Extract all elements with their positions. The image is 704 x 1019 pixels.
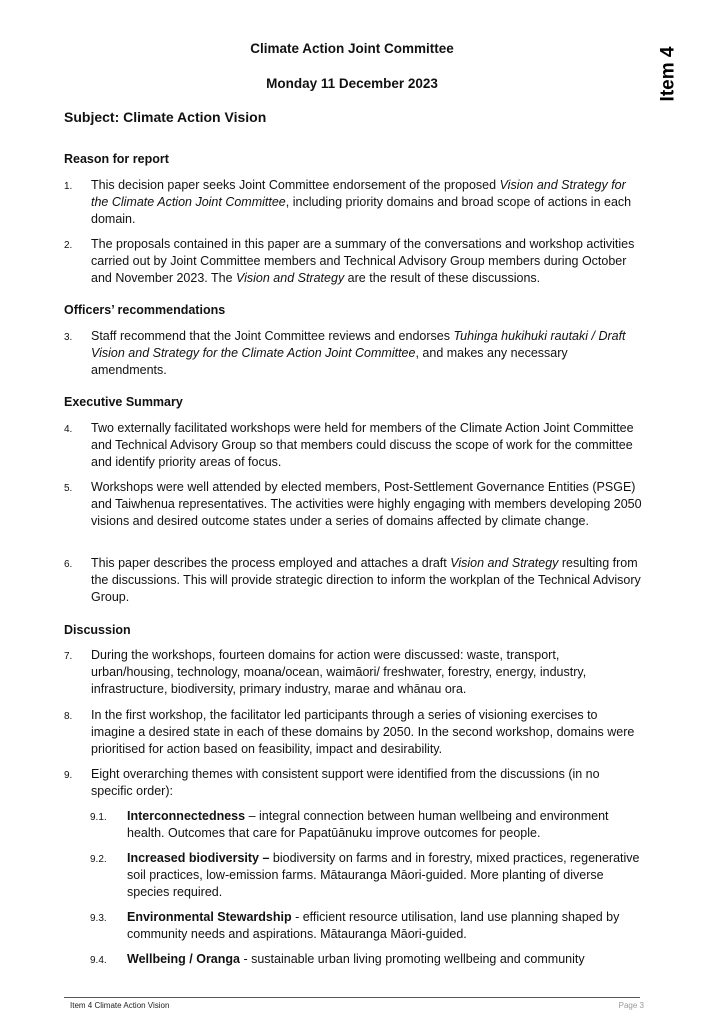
paragraph-text: Two externally facilitated workshops were held for members of the Climate Action Joint Committee and Technical Advisory Group so that members could discuss the scope of work for the committee and identify priority areas of focus.	[91, 421, 634, 469]
paragraph-text: Staff recommend that the Joint Committee reviews and endorses	[91, 329, 454, 343]
subitem-bold: Interconnectedness	[127, 809, 246, 823]
paragraph-3	[64, 328, 644, 379]
paragraph-number: 6.	[64, 559, 73, 570]
subitem-9-2	[90, 850, 646, 901]
paragraph-text: This paper describes the process employed and attaches a draft	[91, 556, 451, 570]
paragraph-italic: Tuhinga hukihuki rautaki / Draft Vision and Strategy for the Climate Action Joint Committee	[91, 329, 626, 360]
paragraph-4	[64, 420, 644, 471]
paragraph-2	[64, 236, 644, 287]
subitem-text: – integral connection between human wellbeing and environment health. Outcomes that care for Papatūānuku improve outcomes for people.	[127, 809, 609, 840]
paragraph-number: 9.	[64, 770, 73, 781]
paragraph-number: 1.	[64, 181, 73, 192]
section-recommendations: Officers’ recommendations	[64, 303, 226, 317]
footer-item-label: Item 4 Climate Action Vision	[70, 1001, 170, 1010]
paragraph-8	[64, 707, 644, 758]
paragraph-number: 5.	[64, 483, 73, 494]
footer-page-number: Page 3	[618, 1001, 644, 1010]
paragraph-text: The proposals contained in this paper are a summary of the conversations and workshop activities carried out by Joint Committee members and Technical Advisory Group members during October and November 2023. The	[91, 237, 635, 285]
subject-heading: Subject: Climate Action Vision	[64, 109, 267, 125]
subitem-text: - sustainable urban living promoting wellbeing and community	[239, 952, 585, 966]
section-reason: Reason for report	[64, 152, 169, 166]
paragraph-italic: Vision and Strategy for the Climate Action Joint Committee	[91, 178, 626, 209]
paragraph-text: During the workshops, fourteen domains for action were discussed: waste, transport, urban/housing, technology, moana/ocean, waimāori/ freshwater, forestry, energy, industry, infrastructure, biodiversity, primary industry, marae and whānau ora.	[91, 648, 587, 696]
subitem-bold: Wellbeing / Oranga	[127, 952, 240, 966]
paragraph-number: 8.	[64, 711, 73, 722]
paragraph-9	[64, 766, 644, 800]
subitem-9-1	[90, 808, 646, 842]
paragraph-7	[64, 647, 644, 698]
subitem-number: 9.1.	[90, 812, 107, 823]
paragraph-1	[64, 177, 644, 228]
subitem-number: 9.2.	[90, 854, 107, 865]
paragraph-number: 2.	[64, 240, 73, 251]
paragraph-text: In the first workshop, the facilitator led participants through a series of visioning exercises to imagine a desired state in each of these domains by 2050. In the second workshop, domains were prioritised for action based on feasibility, impact and desirability.	[91, 708, 635, 756]
subitem-bold: Environmental Stewardship	[127, 910, 292, 924]
paragraph-text: Workshops were well attended by elected members, Post-Settlement Governance Entities (PSGE) and Taiwhenua representatives. The activities were highly engaging with members developing 2050 visions and desired outcome states under a series of domains affected by climate change.	[91, 480, 642, 528]
subitem-text: biodiversity on farms and in forestry, mixed practices, regenerative soil practices, low-emission farms. Mātauranga Māori-guided. More planting of diverse species required.	[127, 851, 640, 899]
paragraph-italic: Vision and Strategy	[450, 556, 559, 570]
subitem-number: 9.4.	[90, 955, 107, 966]
paragraph-5	[64, 479, 644, 530]
subitem-9-4	[90, 951, 646, 968]
section-discussion: Discussion	[64, 623, 131, 637]
paragraph-text: This decision paper seeks Joint Committee endorsement of the proposed	[91, 178, 500, 192]
paragraph-text: resulting from the discussions. This will provide strategic direction to inform the workplan of the Technical Advisory Group.	[91, 556, 641, 604]
subitem-number: 9.3.	[90, 913, 107, 924]
paragraph-text: Eight overarching themes with consistent support were identified from the discussions (in no specific order):	[91, 767, 600, 798]
meeting-date: Monday 11 December 2023	[266, 76, 438, 91]
paragraph-number: 4.	[64, 424, 73, 435]
committee-title: Climate Action Joint Committee	[250, 41, 454, 56]
footer-divider	[64, 997, 640, 998]
subitem-text: - efficient resource utilisation, land use planning shaped by community needs and aspirations. Mātauranga Māori-guided.	[127, 910, 620, 941]
paragraph-number: 3.	[64, 332, 73, 343]
subitem-9-3	[90, 909, 646, 943]
item-tab-label: Item 4	[657, 46, 679, 102]
subitem-bold: Increased biodiversity –	[127, 851, 270, 865]
paragraph-text: , and makes any necessary amendments.	[91, 346, 568, 377]
paragraph-italic: Vision and Strategy	[236, 271, 345, 285]
paragraph-number: 7.	[64, 651, 73, 662]
paragraph-6	[64, 555, 644, 606]
section-summary: Executive Summary	[64, 395, 183, 409]
paragraph-text: are the result of these discussions.	[344, 271, 541, 285]
paragraph-text: , including priority domains and broad scope of actions in each domain.	[91, 195, 632, 226]
